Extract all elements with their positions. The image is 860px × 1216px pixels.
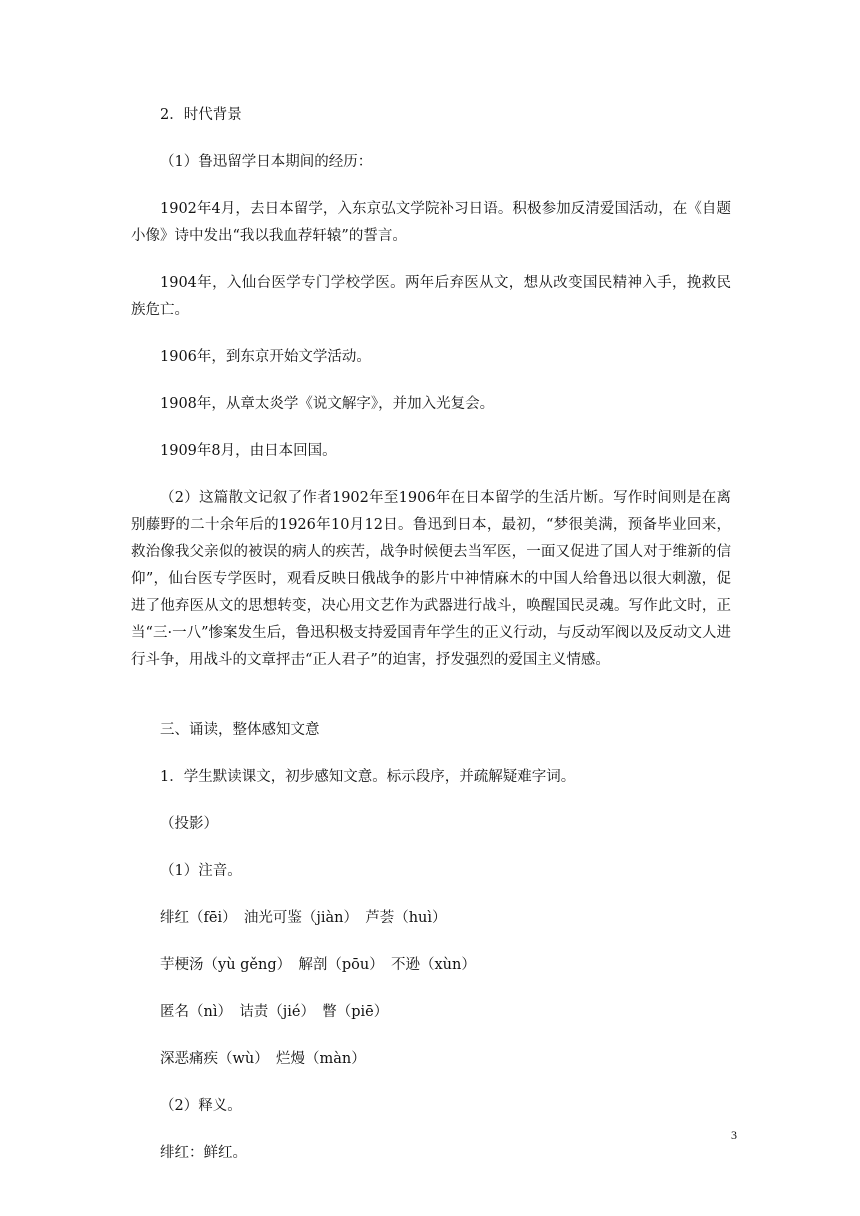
paragraph-silent-reading: 1．学生默读课文，初步感知文意。标示段序，并疏解疑难字词。 bbox=[160, 769, 576, 785]
definition-feihong: 绯红：鲜红。 bbox=[160, 1145, 247, 1161]
paragraph-1902: 1902年4月，去日本留学，入东京弘文学院补习日语。积极参加反清爱国活动，在《自题小像》诗中发出“我以我血荐轩辕”的誓言。 bbox=[131, 201, 731, 244]
paragraph-1909: 1909年8月，由日本回国。 bbox=[160, 443, 337, 459]
label-projection: （投影） bbox=[160, 816, 218, 832]
paragraph-essay-background: （2）这篇散文记叙了作者1902年至1906年在日本留学的生活片断。写作时间则是在离别藤野的二十余年后的1926年10月12日。鲁迅到日本，最初，“梦很美满，预备毕业回来，救治像我父亲似的被误的病人的疾苦，战争时候便去当军医，一面又促进了国人对于维新的信仰”，仙台医专学医时，观看反映日俄战争的影片中神情麻木的中国人给鲁迅以很大刺激，促进了他弃医从文的思想转变，决心用文艺作为武器进行战斗，唤醒国民灵魂。写作此文时，正当“三·一八”惨案发生后，鲁迅积极支持爱国青年学生的正义行动，与反动军阀以及反动文人进行斗争，用战斗的文章抨击“正人君子”的迫害，抒发强烈的爱国主义情感。 bbox=[131, 490, 731, 668]
subheading-definitions: （2）释义。 bbox=[160, 1098, 242, 1114]
pronunciation-line-3: 匿名（nì） 诘责（jié） 瞥（piē） bbox=[160, 1004, 389, 1020]
pronunciation-line-4: 深恶痛疾（wù） 烂熳（màn） bbox=[160, 1051, 366, 1067]
paragraph-1904: 1904年，入仙台医学专门学校学医。两年后弃医从文，想从改变国民精神入手，挽救民族危亡。 bbox=[131, 275, 731, 318]
pronunciation-line-1: 绯红（fēi） 油光可鉴（jiàn） 芦荟（huì） bbox=[160, 910, 447, 926]
paragraph-1908: 1908年，从章太炎学《说文解字》，并加入光复会。 bbox=[160, 396, 495, 412]
paragraph-1906: 1906年，到东京开始文学活动。 bbox=[160, 349, 371, 365]
subheading-japan-experience: （1）鲁迅留学日本期间的经历： bbox=[160, 154, 373, 170]
section-heading-era-background: 2．时代背景 bbox=[160, 107, 242, 123]
page-content bbox=[131, 102, 731, 1167]
subheading-pronunciation: （1）注音。 bbox=[160, 863, 242, 879]
section-heading-reading: 三、诵读，整体感知文意 bbox=[160, 722, 320, 738]
pronunciation-line-2: 芋梗汤（yù gěng） 解剖（pōu） 不逊（xùn） bbox=[160, 957, 476, 973]
page-number: 3 bbox=[731, 1128, 737, 1142]
